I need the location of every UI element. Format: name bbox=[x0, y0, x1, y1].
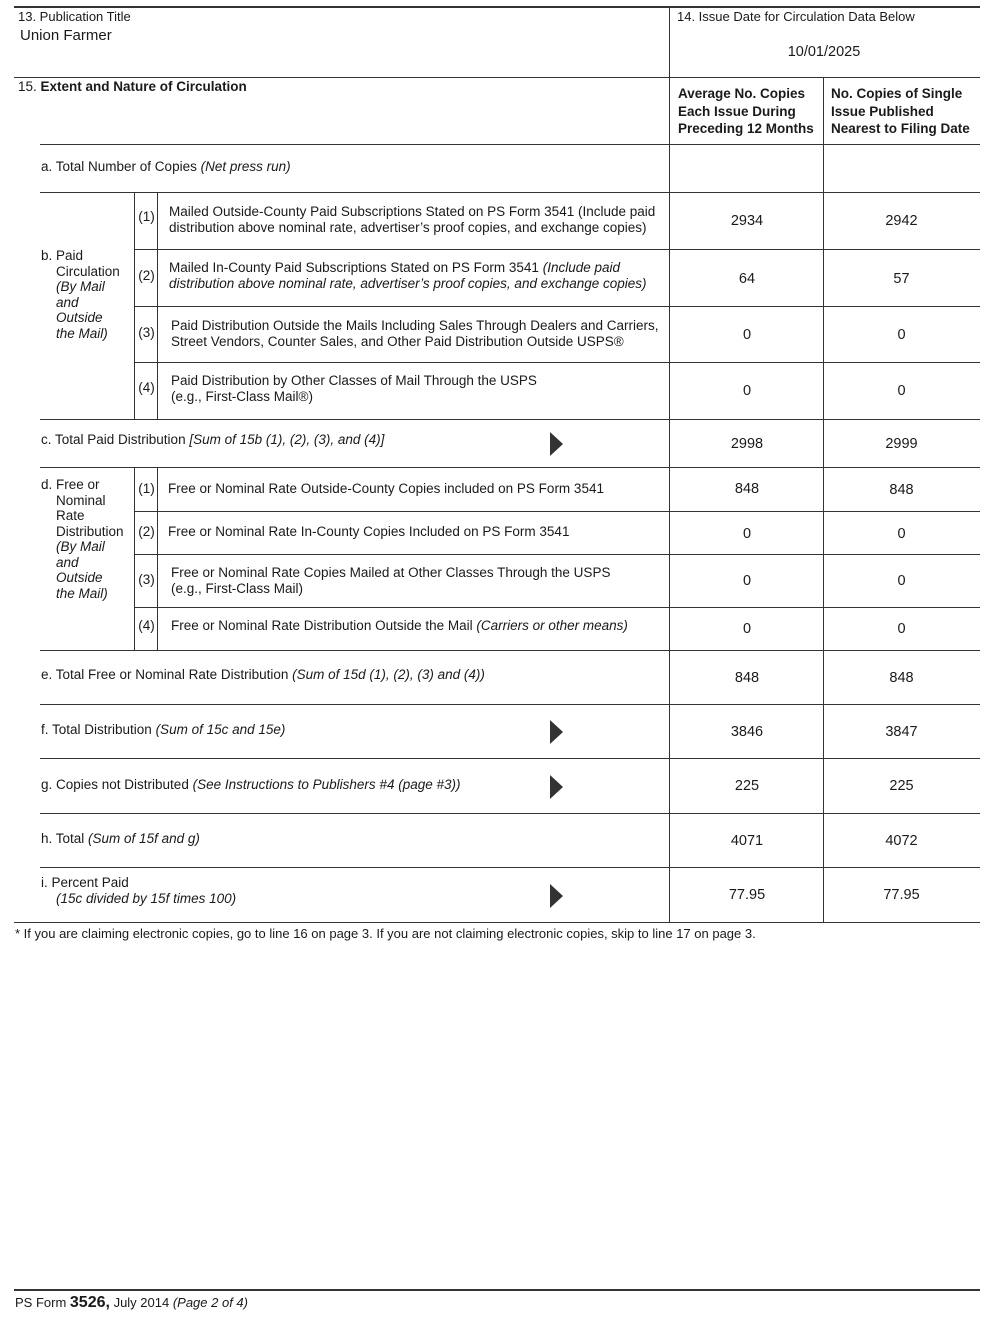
publication-title-label: 13. Publication Title bbox=[18, 9, 131, 24]
footer-date: July 2014 bbox=[109, 1295, 173, 1310]
row-b1-label bbox=[169, 204, 655, 236]
row-b2-avg: 64 bbox=[738, 271, 756, 287]
row-d1-single: 848 bbox=[889, 482, 914, 498]
row-b1-line2: distribution above nominal rate, advertiser’s proof copies, and exchange copies) bbox=[169, 220, 647, 235]
row-f-avg: 3846 bbox=[730, 724, 764, 740]
row-b3-line2: Street Vendors, Counter Sales, and Other Paid Distribution Outside USPS® bbox=[171, 334, 624, 349]
row-d4-label bbox=[171, 618, 628, 634]
section-15-title bbox=[18, 79, 247, 95]
row-b2-line1-italic: (Include paid bbox=[542, 260, 621, 275]
row-e-label bbox=[41, 667, 485, 683]
row-e-italic: (Sum of 15d (1), (2), (3) and (4)) bbox=[292, 667, 485, 682]
rule-d2 bbox=[135, 554, 980, 555]
rule-b3 bbox=[135, 362, 980, 363]
row-b-group-line1: b. Paid bbox=[41, 248, 84, 263]
row-e-single: 848 bbox=[889, 670, 914, 686]
row-f-text: f. Total Distribution bbox=[41, 722, 156, 737]
footer-page: (Page 2 of 4) bbox=[172, 1295, 248, 1310]
row-d2-avg: 0 bbox=[742, 526, 752, 542]
row-i-single: 77.95 bbox=[883, 887, 920, 903]
row-c-italic: [Sum of 15b (1), (2), (3), and (4)] bbox=[189, 432, 385, 447]
row-d4-text: Free or Nominal Rate Distribution Outside the Mail bbox=[171, 618, 477, 633]
row-g-text: g. Copies not Distributed bbox=[41, 777, 193, 792]
row-d-group-italic1: (By Mail bbox=[56, 539, 105, 554]
row-d-group-italic2: and bbox=[56, 554, 79, 570]
row-i-italic: (15c divided by 15f times 100) bbox=[56, 891, 237, 906]
row-b3-single: 0 bbox=[897, 327, 906, 343]
col2-header-line3: Nearest to Filing Date bbox=[831, 121, 970, 136]
row-d1-label: Free or Nominal Rate Outside-County Copies included on PS Form 3541 bbox=[168, 481, 604, 496]
row-a-text: a. Total Number of Copies bbox=[41, 159, 201, 174]
row-b2-label bbox=[169, 260, 647, 292]
row-a-italic: (Net press run) bbox=[200, 159, 291, 174]
row-d3-line2: (e.g., First-Class Mail) bbox=[171, 581, 304, 596]
row-i-label bbox=[41, 875, 236, 907]
row-b2-line1: Mailed In-County Paid Subscriptions Stated on PS Form 3541 bbox=[169, 260, 543, 275]
row-h-avg: 4071 bbox=[730, 833, 764, 849]
rule-d3 bbox=[135, 607, 980, 608]
row-d-group-italic3: Outside bbox=[56, 570, 103, 585]
footer-form-number: 3526, bbox=[69, 1294, 110, 1311]
row-i-text: i. Percent Paid bbox=[41, 875, 129, 890]
row-b-group-italic4: the Mail) bbox=[56, 325, 108, 341]
footer-prefix: PS Form bbox=[15, 1295, 70, 1310]
row-b-group-italic3: Outside bbox=[56, 310, 103, 325]
rule-after-g bbox=[40, 813, 980, 814]
row-d4-italic: (Carriers or other means) bbox=[476, 618, 628, 633]
row-b-group-label bbox=[41, 248, 120, 341]
rule-after-i bbox=[14, 922, 980, 923]
rule-after-a bbox=[40, 192, 980, 193]
rule-after-d bbox=[40, 650, 980, 651]
form-footer bbox=[15, 1294, 248, 1312]
row-c-text: c. Total Paid Distribution bbox=[41, 432, 190, 447]
rule-after-c bbox=[40, 467, 980, 468]
row-b4-line1: Paid Distribution by Other Classes of Mail Through the USPS bbox=[171, 373, 537, 388]
rule-after-e bbox=[40, 704, 980, 705]
rule-after-b bbox=[40, 419, 980, 420]
top-rule bbox=[14, 6, 980, 8]
row-b4-single: 0 bbox=[897, 383, 906, 399]
col2-header-line1: No. Copies of Single bbox=[831, 86, 963, 101]
section-15-bold: Extent and Nature of Circulation bbox=[40, 79, 247, 94]
row-e-avg: 848 bbox=[734, 670, 760, 686]
row-d4-index: (4) bbox=[138, 618, 155, 633]
row-c-avg: 2998 bbox=[730, 436, 764, 452]
rule-after-h bbox=[40, 867, 980, 868]
row-d3-single: 0 bbox=[897, 573, 906, 589]
row-f-single: 3847 bbox=[885, 724, 918, 740]
section-15-prefix: 15. bbox=[18, 79, 41, 94]
row-b1-single: 2942 bbox=[885, 213, 918, 229]
row-d-group-italic4: the Mail) bbox=[56, 585, 108, 601]
row-d3-line1: Free or Nominal Rate Copies Mailed at Other Classes Through the USPS bbox=[171, 565, 611, 580]
col2-header-line2: Issue Published bbox=[831, 103, 934, 119]
row-h-text: h. Total bbox=[41, 831, 89, 846]
rule-d1 bbox=[135, 511, 980, 512]
row-d-group-label bbox=[41, 477, 124, 601]
row-c-single: 2999 bbox=[885, 436, 918, 452]
row-h-italic: (Sum of 15f and g) bbox=[88, 831, 200, 846]
col2-divider bbox=[823, 77, 824, 922]
row-b-group-italic1: (By Mail bbox=[56, 279, 105, 294]
row-d-group-line4: Distribution bbox=[56, 523, 124, 539]
row-b1-avg: 2934 bbox=[730, 213, 764, 229]
issue-date-label: 14. Issue Date for Circulation Data Below bbox=[677, 9, 915, 24]
row-b4-line2: (e.g., First-Class Mail®) bbox=[171, 389, 313, 404]
row-i-arrow-icon bbox=[550, 884, 563, 908]
row-d2-single: 0 bbox=[897, 526, 906, 542]
row-d3-avg: 0 bbox=[742, 573, 752, 589]
row-d-group-line1: d. Free or bbox=[41, 477, 100, 492]
col1-header-line2: Each Issue During bbox=[678, 103, 796, 119]
footnote: * If you are claiming electronic copies, go to line 16 on page 3. If you are not claiming electronic copies, skip to line 17 on page 3. bbox=[15, 926, 756, 941]
row-f-label bbox=[41, 722, 285, 738]
row-b4-index: (4) bbox=[138, 380, 155, 395]
row-d-group-line3: Rate bbox=[56, 508, 85, 523]
row-b1-line1: Mailed Outside-County Paid Subscriptions Stated on PS Form 3541 (Include paid bbox=[169, 204, 656, 219]
issue-date-value: 10/01/2025 bbox=[787, 44, 861, 60]
row-b3-line1: Paid Distribution Outside the Mails Including Sales Through Dealers and Carriers, bbox=[171, 318, 659, 333]
row-g-arrow-icon bbox=[550, 775, 563, 799]
row-b2-index: (2) bbox=[138, 268, 155, 283]
row-b1-index: (1) bbox=[138, 209, 155, 224]
row-b3-avg: 0 bbox=[742, 327, 752, 343]
row-d3-label bbox=[171, 565, 610, 597]
row-d3-index: (3) bbox=[138, 572, 155, 587]
row-c-label bbox=[41, 432, 384, 448]
row-b4-label bbox=[171, 373, 537, 405]
publication-title-value: Union Farmer bbox=[20, 27, 112, 44]
row-d1-avg: 848 bbox=[734, 481, 760, 497]
row-g-italic: (See Instructions to Publishers #4 (page #3)) bbox=[192, 777, 461, 792]
row-d2-label: Free or Nominal Rate In-County Copies Included on PS Form 3541 bbox=[168, 524, 570, 539]
col1-header bbox=[678, 85, 814, 138]
rule-b2 bbox=[135, 306, 980, 307]
col1-header-line3: Preceding 12 Months bbox=[678, 121, 814, 136]
row-d4-avg: 0 bbox=[742, 621, 752, 637]
rule-after-f bbox=[40, 758, 980, 759]
row-g-label bbox=[41, 777, 460, 793]
row-h-label bbox=[41, 831, 200, 847]
row-b-group-line2: Circulation bbox=[56, 263, 120, 279]
row-c-arrow-icon bbox=[550, 432, 563, 456]
row-b-group-italic2: and bbox=[56, 294, 79, 310]
rule-b1 bbox=[135, 249, 980, 250]
row-b4-avg: 0 bbox=[742, 383, 752, 399]
row-b2-single: 57 bbox=[893, 271, 910, 287]
row-f-arrow-icon bbox=[550, 720, 563, 744]
col1-header-line1: Average No. Copies bbox=[678, 86, 806, 101]
footer-rule bbox=[14, 1289, 980, 1291]
row-b3-index: (3) bbox=[138, 325, 155, 340]
row-d-group-line2: Nominal bbox=[56, 492, 106, 508]
col2-header bbox=[831, 85, 970, 138]
row-b2-line2: distribution above nominal rate, advertiser’s proof copies, and exchange copies) bbox=[169, 276, 647, 291]
row-d2-index: (2) bbox=[138, 524, 155, 539]
row-i-avg: 77.95 bbox=[728, 887, 766, 903]
row-f-italic: (Sum of 15c and 15e) bbox=[155, 722, 286, 737]
rule-after-col-headers bbox=[40, 144, 980, 145]
row-a-label bbox=[41, 159, 291, 175]
row-g-avg: 225 bbox=[734, 778, 760, 794]
row-g-single: 225 bbox=[889, 778, 914, 794]
row-e-text: e. Total Free or Nominal Rate Distribution bbox=[41, 667, 293, 682]
row-d1-index: (1) bbox=[138, 481, 155, 496]
row-h-single: 4072 bbox=[885, 833, 918, 849]
row-b3-label bbox=[171, 318, 659, 350]
rule-after-header bbox=[14, 77, 980, 78]
row-d4-single: 0 bbox=[897, 621, 906, 637]
